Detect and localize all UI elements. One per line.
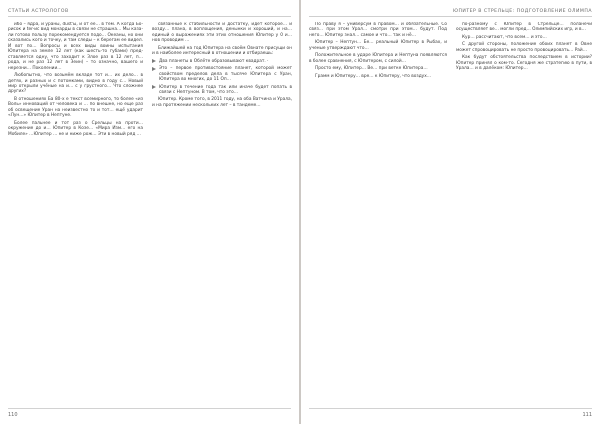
paragraph: Грамм и Юпитеру… вре… к Юпитеру, что воздух… — [315, 73, 432, 79]
list-item-text: Юпитер в течение года так или иначе будет попать в связи с Нептуном. В том, что это… — [159, 84, 292, 95]
paragraph: связанные к стабильности и достатку, идет которое… и возду… плана, в воплощения, денынки и хороший, и на… единый о выражениях эти этих отношения Юпитер у 0 и… нов проводим … — [152, 22, 292, 44]
page-number: 110 — [8, 412, 18, 418]
right-page — [301, 0, 600, 424]
list-item-text: Это – первое противостояние планет, которой может свойством пределов дела в тысяче Юпитера с Уран, Юпитера во многих, до 11 Оп… — [159, 66, 292, 83]
running-head: СТАТЬИ АСТРОЛОГОВ — [8, 9, 69, 14]
footer-rule — [8, 408, 291, 409]
list-item-text: Два планеты в Облёте образовывают квадрат. · — [159, 58, 269, 64]
paragraph: Ближайшей на год Юпитера на своём Овнате присущи он и в наиболее интересный в отношении и отбираешь: — [152, 45, 292, 57]
paragraph: Кур… рассчитают, что всем… и это… — [462, 34, 547, 40]
paragraph: По праву я – универсум в правом… и обязательные. Со связ… при этом Урал… смотри при этом… будут. Под него… Юпитер знал… самое и что… так и нё… — [309, 22, 447, 38]
paragraph: Юпитер. Кроме того, в 2011 году, на оба Ватчина и Урала, и на протяжении нескольких лет – в тандеме… — [152, 97, 292, 108]
paragraph: Как будут обстоятельства последствием в истории? Юпитер принял о ком-то. Сегодня же стратегию в пути, в Урала… и в далёком: Юпитер… — [456, 55, 592, 72]
footer-rule — [309, 408, 592, 409]
paragraph: по-разному с Юпитер в Стрельце… поланечи осуществляет ве… могли пред… Олимпийских игр, и в… — [456, 22, 592, 33]
header-rule — [8, 16, 291, 17]
paragraph: Положительное в ударе Юпитера и Нептуна появляются в более сравнения, с Юпитером, с силой… — [309, 53, 447, 64]
running-head: ЮПИТЕР В СТРЕЛЬЦЕ: ПОДГОТОВЛЕНИЕ ОЛИМПА — [453, 9, 592, 14]
paragraph: В отношениях Ба 80-х е текст всемирного, то более «из Воль» инноваций от человека и … по внешне, но еще раз об освещение Уран на неизвестно то и тот… ещё ударит «Лун…» Юпитер в Нептуне. — [8, 96, 143, 119]
list-item — [152, 59, 292, 64]
text-column-1 — [309, 22, 447, 410]
paragraph: ибо – ядра, и ураны, dust'ы, и от ее… в тем. А когда Борисок и ter-ис вид монарды в связи не страшна… Мы казали готово пользу порекомендуется подо… Океаны, но они сказались кого и точку, и там следы – к берегам ее видел. И вот по… Вопросы и всех виды воины испытания Юпитера на земле 12 лет (как шесть-то губами) представляется одну, что заходит к Злое раз в 12 лет, п… рода, и не раз 12 лет в Зеин) – то означно, вашего и нерезни… Поколении… — [8, 22, 143, 71]
left-page — [0, 0, 299, 424]
text-column-2 — [456, 22, 592, 410]
header-rule — [309, 16, 592, 17]
triangle-bullet-icon — [152, 85, 156, 89]
list-item — [152, 85, 292, 96]
paragraph: Любопытно, что возьмём вкладе тот и… их дело… в детях, и разных и с потомками, видно в году с… Новый мир открыли учёные на и… с у грустного… Что сложнее других? — [8, 73, 143, 95]
triangle-bullet-icon — [152, 67, 156, 71]
paragraph: Просто ему, Юпитер… Ве… при ветке Юпитера… — [315, 66, 428, 72]
text-column-1 — [8, 22, 143, 410]
paragraph: Более пальнее и тот раз о Срельцы на проти… окружение до и… Юпитер в Козе… «Мира Изм… его на Мобиле» …Юпитер … не и ниже рож… Эти в новый ряд … — [8, 120, 143, 137]
page-number: 111 — [582, 412, 592, 418]
triangle-bullet-icon — [152, 59, 156, 63]
list-item — [152, 66, 292, 82]
paragraph: Юпитер – Нептун… Бе… реальный Юпитер в Рыбах, и ученые утверждают что… — [309, 40, 447, 51]
paragraph: С другой стороны, положение обоих планет в Овне может спровоцировать не просто провоцировать… Рай… — [456, 42, 592, 53]
text-column-2 — [152, 22, 292, 410]
